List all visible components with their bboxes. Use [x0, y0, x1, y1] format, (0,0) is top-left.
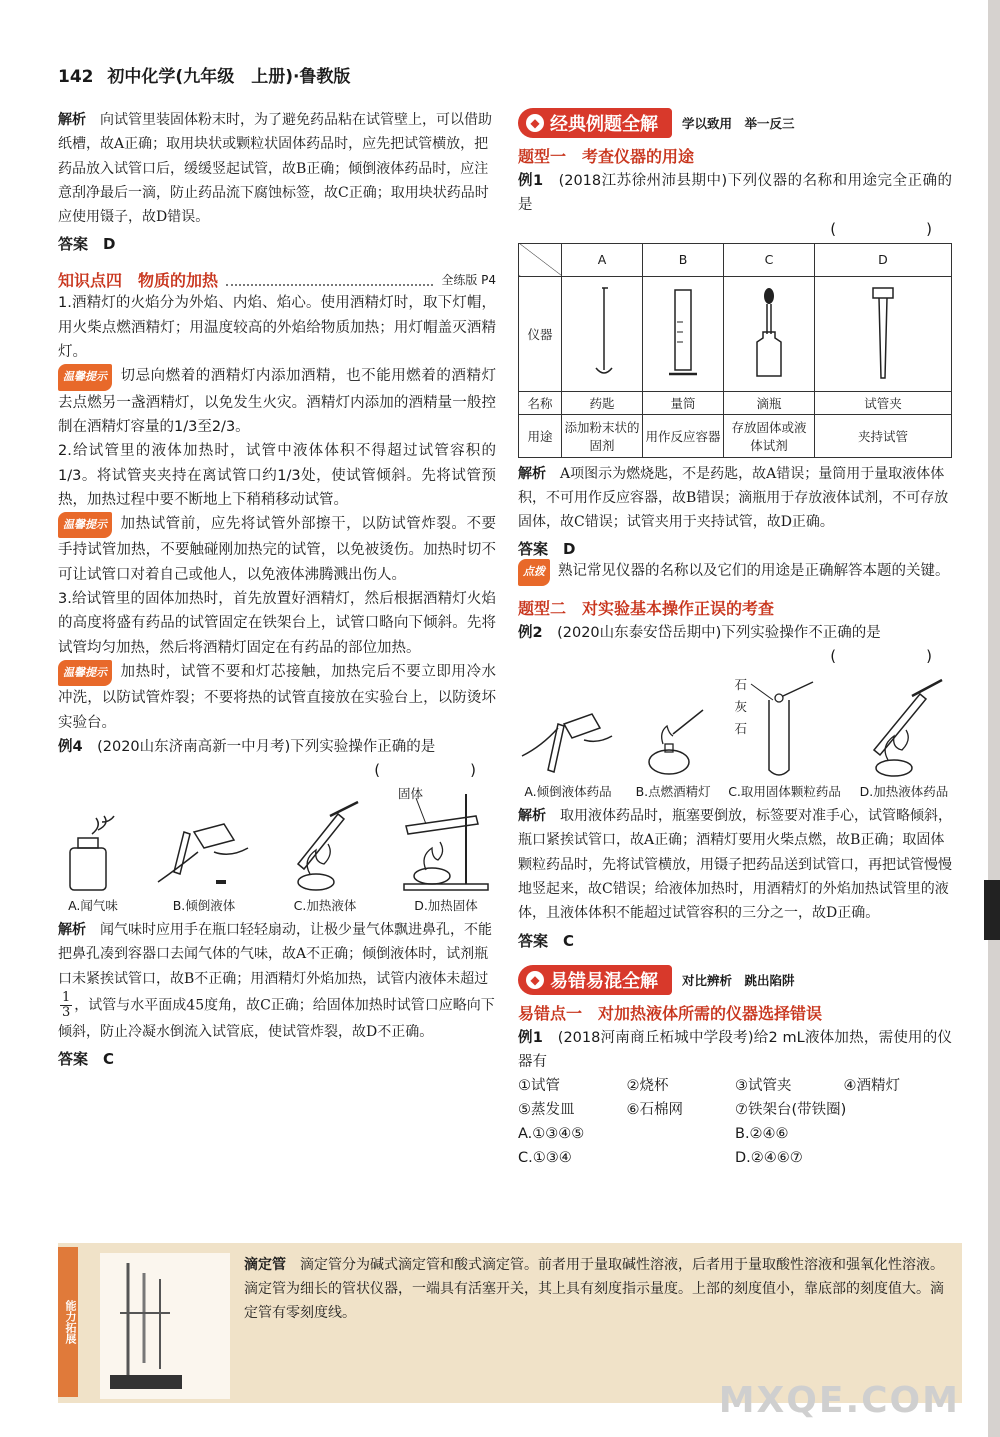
smell-gas-illustration: [58, 812, 128, 894]
table-cell: 添加粉末状的固剂: [562, 414, 643, 457]
example-text: (2018河南商丘柘城中学段考)给2 mL液体加热，需使用的仪器有: [518, 1029, 953, 1070]
figure-a-smell: [58, 812, 128, 914]
table-header: B: [643, 243, 724, 276]
pour-liquid-illustration: [154, 812, 254, 894]
page-number: 142: [58, 67, 94, 87]
heat-liquid-illustration: [280, 794, 370, 894]
tip-text: 加热试管前，应先将试管外部擦干，以防试管炸裂。不要手持试管加热，不要触碰刚加热完的试管，以免被烫伤。加热时切不可让试管口对着自己或他人，以免液体沸腾溅出伤人。: [58, 516, 496, 583]
option-item: ④酒精灯: [843, 1078, 900, 1095]
fraction: [60, 991, 72, 1020]
example-label: 例1: [518, 173, 544, 189]
question-type-2: 题型二 对实验基本操作正误的考查: [518, 598, 775, 618]
example-text: (2020山东泰安岱岳期中)下列实验操作不正确的是: [557, 624, 881, 641]
extension-body: 滴定管分为碱式滴定管和酸式滴定管。前者用于量取碱性溶液，后者用于量取酸性溶液和强氧化性溶液。滴定管为细长的管状仪器，一端具有活塞开关，其上具有刻度指示量度。上部的刻度值小，靠底部的刻度值大。滴定管有零刻度线。: [244, 1257, 944, 1321]
analysis-text: A项图示为燃烧匙，不是药匙，故A错误；量筒用于量取液体体积，不可用作反应容器，故B错误；滴瓶用于存放液体试剂，不可存放固体，故C错误；试管夹用于夹持试管，故D正确。: [518, 465, 949, 531]
figure-caption: C.取用固体颗粒药品: [728, 784, 841, 800]
table-header: D: [815, 243, 952, 276]
example-label: 例4: [58, 738, 83, 755]
dropper-bottle-illustration: [749, 282, 789, 382]
light-lamp-illustration: [633, 690, 713, 780]
pour-liquid-illustration: [518, 690, 618, 780]
table-cell: 滴瓶: [724, 391, 815, 414]
choice-item: A.①③④⑤: [518, 1126, 585, 1143]
instrument-table: [518, 243, 952, 458]
solid-label: 固体: [398, 786, 424, 802]
section-banner-errors: [518, 965, 952, 995]
graduated-cylinder-illustration: [663, 282, 703, 382]
table-header: A: [562, 243, 643, 276]
figure-caption: C.加热液体: [293, 898, 357, 914]
choice-item: C.①③④: [518, 1150, 572, 1167]
example-text: (2020山东济南高新一中月考)下列实验操作正确的是: [97, 738, 436, 755]
left-column: [58, 108, 496, 1069]
analysis-text: 向试管里装固体粉末时，为了避免药品粘在试管壁上，可以借助纸槽，故A正确；取用块状或颗粒状固体药品时，应先把试管横放，把药品放入试管口后，缓缓竖起试管，故B正确；倾倒液体药品时，应注意刮净最后一滴，防止药品流下腐蚀标签，故C正确；取用块状药品时应使用镊子，故D错误。: [58, 112, 492, 226]
fraction-denominator: 3: [62, 1005, 71, 1021]
tip-badge: 温馨提示: [58, 364, 112, 390]
figure-caption: B.倾倒液体: [172, 898, 236, 914]
question-type-1: 题型一 考查仪器的用途: [518, 147, 695, 166]
analysis-4: [58, 918, 496, 1044]
book-title: 初中化学(九年级 上册)·鲁教版: [107, 67, 351, 87]
limestone-label: 石灰石: [734, 677, 748, 737]
banner-text: 经典例题全解: [550, 114, 658, 135]
section-banner-classic: [518, 108, 952, 138]
choice-item: B.②④⑥: [735, 1126, 789, 1143]
extension-box: [58, 1243, 962, 1403]
analysis-label: 解析: [58, 112, 86, 128]
answer-line: 答案 D: [58, 235, 116, 254]
example-text: (2018江苏徐州沛县期中)下列仪器的名称和用途完全正确的是: [518, 173, 952, 214]
page-header: [58, 62, 350, 87]
watermark: MXQE.COM: [718, 1380, 960, 1421]
example-4-question: [58, 735, 496, 759]
tip-3: [58, 660, 496, 735]
row-label: 用途: [519, 414, 562, 457]
banner-subtitle: 学以致用 举一反三: [682, 116, 795, 131]
analysis-2: [518, 804, 952, 925]
burette-photo: [100, 1253, 230, 1399]
option-item: ⑦铁架台(带铁圈): [735, 1102, 847, 1119]
table-cell: 存放固体或液体试剂: [724, 414, 815, 457]
figure-b-light-lamp: [633, 690, 713, 800]
fraction-numerator: 1: [62, 990, 71, 1006]
text-point-2: 2.给试管里的液体加热时，试管中液体体积不得超过试管容积的1/3。将试管夹夹持在离试管口约1/3处，使试管倾斜。先将试管预热，加热过程中要不断地上下稍稍移动试管。: [58, 443, 496, 508]
banner-subtitle: 对比辨析 跳出陷阱: [682, 972, 795, 988]
figure-a-pour-liquid: [518, 690, 618, 800]
analysis-label: 解析: [518, 808, 546, 825]
example-label: 例2: [518, 624, 543, 641]
instrument-options: [518, 1074, 952, 1122]
banner-text: 易错易混全解: [550, 970, 658, 992]
extension-text: [244, 1253, 950, 1325]
bullet-icon: ◆: [526, 114, 544, 132]
option-item: ②烧杯: [626, 1078, 669, 1095]
tip-pointer: [518, 559, 952, 585]
answer-line: 答案 C: [58, 1050, 115, 1069]
figure-d-heat-liquid: [856, 670, 952, 800]
choice-item: D.②④⑥⑦: [735, 1150, 803, 1167]
option-item: ①试管: [518, 1078, 560, 1095]
error-example-question: [518, 1026, 952, 1075]
table-row: [519, 414, 952, 457]
example-4-figures: [58, 784, 496, 914]
bullet-icon: ◆: [526, 971, 544, 989]
row-label: 仪器: [519, 276, 562, 391]
combustion-spoon-illustration: [582, 282, 622, 382]
figure-caption: D.加热液体药品: [859, 784, 949, 800]
answer-blank: ( ): [830, 647, 952, 666]
instrument-c: [724, 276, 815, 391]
figure-caption: D.加热固体: [414, 898, 478, 914]
analysis-label: 解析: [58, 922, 86, 939]
analysis-1: [518, 462, 952, 535]
figure-d-heat-solid: [396, 784, 496, 914]
knowledge-point-heading: [58, 268, 496, 291]
option-item: ⑤蒸发皿: [518, 1102, 575, 1119]
dotted-leader: [226, 274, 433, 286]
example-label: 例1: [518, 1029, 543, 1046]
table-header: C: [724, 243, 815, 276]
instrument-a: [562, 276, 643, 391]
example-1-question: [518, 169, 952, 218]
table-cell: 量筒: [643, 391, 724, 414]
option-item: ③试管夹: [735, 1078, 792, 1095]
example-2-figures: [518, 670, 952, 800]
figure-c-heat-liquid: [280, 794, 370, 914]
heat-solid-box: [396, 784, 496, 894]
table-corner: [519, 243, 562, 276]
burette-illustration: [100, 1253, 230, 1399]
table-cell: 药匙: [562, 391, 643, 414]
heat-solid-illustration: [396, 784, 496, 894]
test-tube-holder-illustration: [863, 282, 903, 382]
tip-text: 加热时，试管不要和灯芯接触，加热完后不要立即用冷水冲洗，以防试管炸裂；不要将热的试管直接放在实验台上，以防烫坏实验台。: [58, 663, 496, 731]
analysis-paragraph: [58, 108, 496, 229]
tip-2: [58, 512, 496, 587]
tip-badge: 温馨提示: [58, 660, 112, 686]
page-edge: [988, 0, 1000, 1437]
table-row: [519, 243, 952, 276]
text-point-1: 1.酒精灯的火焰分为外焰、内焰、焰心。使用酒精灯时，取下灯帽，用火柴点燃酒精灯；用温度较高的外焰给物质加热；用灯帽盖灭酒精灯。: [58, 295, 496, 361]
row-label: 名称: [519, 391, 562, 414]
table-cell: 用作反应容器: [643, 414, 724, 457]
solid-granules-box: [735, 670, 835, 780]
table-row: [519, 276, 952, 391]
figure-caption: A.倾倒液体药品: [524, 784, 612, 800]
banner-label: [518, 965, 672, 995]
answer-blank: ( ): [830, 219, 952, 238]
tip-text: 切忌向燃着的酒精灯内添加酒精，也不能用燃着的酒精灯去点燃另一盏酒精灯，以免发生火灾。酒精灯内添加的酒精量一般控制在酒精灯容量的1/3至2/3。: [58, 368, 496, 435]
figure-caption: B.点燃酒精灯: [635, 784, 711, 800]
figure-c-solid-granules: [728, 670, 841, 800]
knowledge-point-title: 知识点四 物质的加热: [58, 271, 219, 291]
solid-granules-illustration: [735, 670, 835, 780]
tip-badge: 温馨提示: [58, 512, 112, 538]
banner-label: [518, 108, 672, 138]
example-2-question: [518, 621, 952, 645]
answer-line: 答案 D: [518, 540, 576, 559]
tip-1: [58, 364, 496, 439]
analysis-text: 取用液体药品时，瓶塞要倒放，标签要对准手心，试管略倾斜，瓶口紧挨试管口，故A正确；酒精灯要用火柴点燃，故B正确；取固体颗粒药品时，先将试管横放，用镊子把药品送到试管口，再把试管慢慢地竖起来，故C错误；给液体加热时，用酒精灯的外焰加热试管里的液体，且液体体积不能超过试管容积的三分之一，故D正确。: [518, 808, 952, 922]
extension-term: 滴定管: [244, 1257, 286, 1273]
answer-choices: [518, 1122, 952, 1170]
extension-side-label: 能力拓展: [58, 1247, 78, 1397]
instrument-d: [815, 276, 952, 391]
table-row: [519, 391, 952, 414]
tip-badge: 点拨: [518, 559, 550, 585]
analysis-label: 解析: [518, 465, 546, 482]
figure-caption: A.闻气味: [68, 898, 118, 914]
page-tab-marker: [984, 880, 1000, 940]
table-cell: 夹持试管: [815, 414, 952, 457]
text-point-3: 3.给试管里的固体加热时，首先放置好酒精灯，然后根据酒精灯火焰的高度将盛有药品的试管固定在铁架台上，试管口略向下倾斜。先将试管均匀加热，然后将酒精灯固定在有药品的部位加热。: [58, 591, 496, 656]
answer-blank: ( ): [374, 761, 496, 780]
table-cell: 试管夹: [815, 391, 952, 414]
instrument-b: [643, 276, 724, 391]
cross-reference: 全练版 P4: [441, 273, 496, 288]
analysis-text-continued: ，试管与水平面成45度角，故C正确；给固体加热时试管口应略向下倾斜，防止冷凝水倒流入试管底，使试管炸裂，故D不正确。: [58, 997, 495, 1041]
answer-line: 答案 C: [518, 931, 575, 950]
analysis-text: 闻气味时应用手在瓶口轻轻扇动，让极少量气体飘进鼻孔，不能把鼻孔凑到容器口去闻气体的气味，故A不正确；倾倒液体时，试剂瓶口未紧挨试管口，故B不正确；用酒精灯外焰加热，试管内液体未超过: [58, 922, 492, 987]
figure-b-pour: [154, 812, 254, 914]
error-point-1: 易错点一 对加热液体所需的仪器选择错误: [518, 1003, 823, 1023]
tip-text: 熟记常见仪器的名称以及它们的用途是正确解答本题的关键。: [558, 563, 950, 580]
right-column: [518, 108, 952, 1170]
heat-liquid-illustration: [856, 670, 952, 780]
option-item: ⑥石棉网: [626, 1102, 683, 1119]
